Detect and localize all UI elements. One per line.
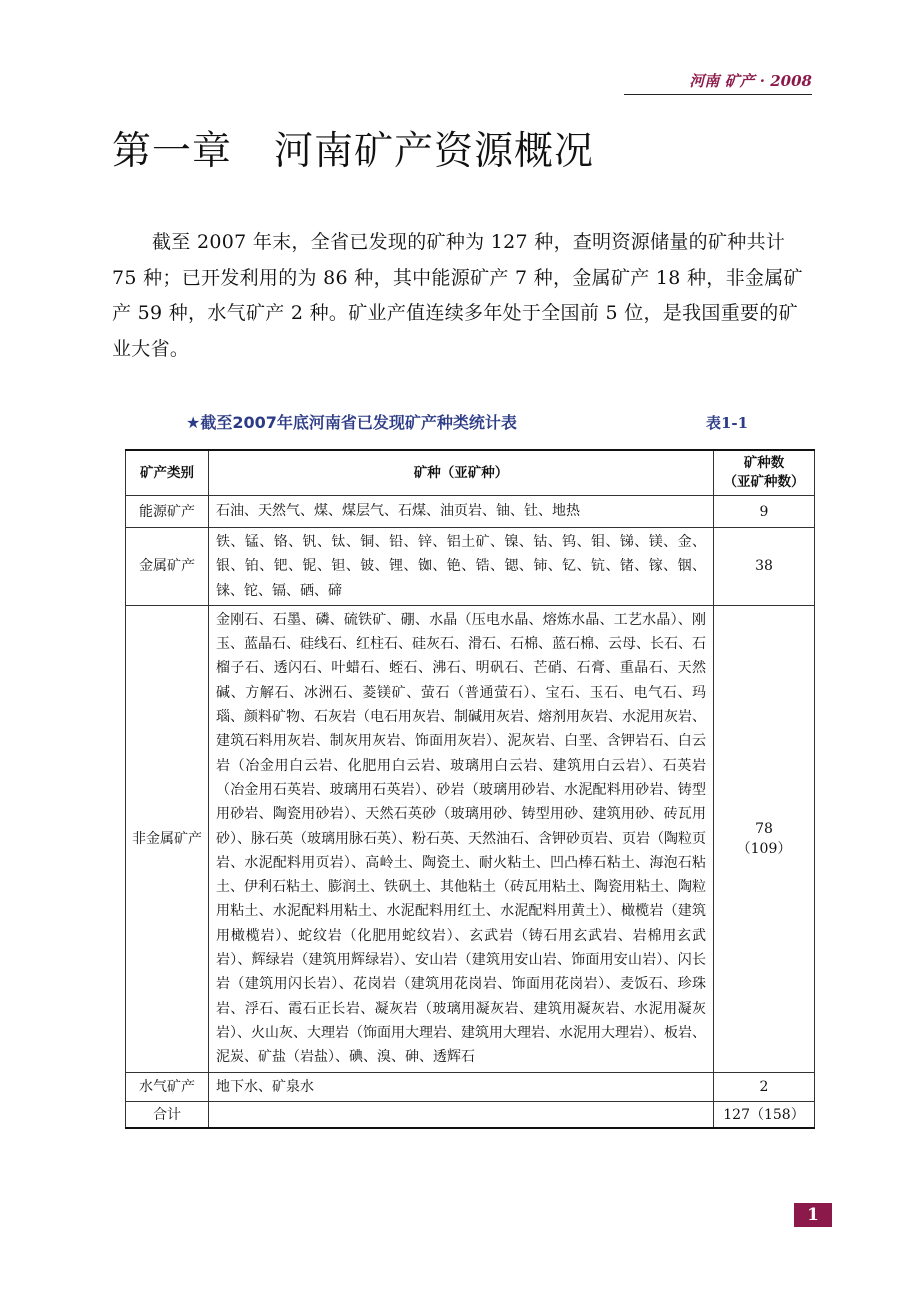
header-count-line1: 矿种数 <box>743 455 785 471</box>
table-caption: ★截至2007年底河南省已发现矿产种类统计表 <box>186 413 517 432</box>
intro-paragraph: 截至 2007 年末，全省已发现的矿种为 127 种，查明资源储量的矿种共计 75 种；已开发利用的为 86 种，其中能源矿产 7 种，金属矿产 18 种，非金属矿产 59 种，水气矿产 2 种。矿业产值连续多年处于全国前 5 位，是我国重要的矿业大省。 <box>112 231 803 360</box>
chapter-title <box>112 120 594 176</box>
row-minerals <box>209 1101 714 1128</box>
row-minerals: 铁、锰、铬、钒、钛、铜、铅、锌、铝土矿、镍、钴、钨、钼、锑、镁、金、银、铂、钯、铌、钽、铍、锂、铷、铯、锆、锶、铈、钇、钪、锗、镓、铟、铼、铊、镉、硒、碲 <box>209 528 714 606</box>
row-minerals: 石油、天然气、煤、煤层气、石煤、油页岩、铀、钍、地热 <box>209 496 714 528</box>
chapter-name: 河南矿产资源概况 <box>274 129 595 174</box>
row-minerals: 地下水、矿泉水 <box>209 1072 714 1101</box>
row-count-value: 78 <box>755 820 773 837</box>
row-category: 能源矿产 <box>126 496 209 528</box>
row-count: 38 <box>714 528 815 606</box>
row-count: 9 <box>714 496 815 528</box>
row-minerals: 金刚石、石墨、磷、硫铁矿、硼、水晶（压电水晶、熔炼水晶、工艺水晶）、刚玉、蓝晶石、硅线石、红柱石、硅灰石、滑石、石棉、蓝石棉、云母、长石、石榴子石、透闪石、叶蜡石、蛭石、沸石、明矾石、芒硝、石膏、重晶石、天然碱、方解石、冰洲石、菱镁矿、萤石（普通萤石）、宝石、玉石、电气石、玛瑙、颜料矿物、石灰岩（电石用灰岩、制碱用灰岩、熔剂用灰岩、水泥用灰岩、建筑石料用灰岩、制灰用灰岩、饰面用灰岩）、泥灰岩、白垩、含钾岩石、白云岩（冶金用白云岩、化肥用白云岩、玻璃用白云岩、建筑用白云岩）、石英岩（冶金用石英岩、玻璃用石英岩）、砂岩（玻璃用砂岩、水泥配料用砂岩、铸型用砂岩、陶瓷用砂岩）、天然石英砂（玻璃用砂、铸型用砂、建筑用砂、砖瓦用砂）、脉石英（玻璃用脉石英）、粉石英、天然油石、含钾砂页岩、页岩（陶粒页岩、水泥配料用页岩）、高岭土、陶瓷土、耐火粘土、凹凸棒石粘土、海泡石粘土、伊利石粘土、膨润土、铁矾土、其他粘土（砖瓦用粘土、陶瓷用粘土、陶粒用粘土、水泥配料用粘土、水泥配料用红土、水泥配料用黄土）、橄榄岩（建筑用橄榄岩）、蛇纹岩（化肥用蛇纹岩）、玄武岩（铸石用玄武岩、岩棉用玄武岩）、辉绿岩（建筑用辉绿岩）、安山岩（建筑用安山岩、饰面用安山岩）、闪长岩（建筑用闪长岩）、花岗岩（建筑用花岗岩、饰面用花岗岩）、麦饭石、珍珠岩、浮石、霞石正长岩、凝灰岩（玻璃用凝灰岩、建筑用凝灰岩、水泥用凝灰岩）、火山灰、大理岩（饰面用大理岩、建筑用大理岩、水泥用大理岩）、板岩、泥炭、矿盐（岩盐）、碘、溴、砷、透辉石 <box>209 605 714 1072</box>
table-row <box>126 496 815 528</box>
table-row <box>126 1072 815 1101</box>
row-sub-count: （109） <box>736 840 792 857</box>
header-minerals: 矿种（亚矿种） <box>209 450 714 496</box>
row-count: 127（158） <box>714 1101 815 1128</box>
row-category: 水气矿产 <box>126 1072 209 1101</box>
table-header-row <box>126 450 815 496</box>
table-row <box>126 528 815 606</box>
table-number: 表1-1 <box>706 414 749 432</box>
row-count <box>714 605 815 1072</box>
header-count-line2: （亚矿种数） <box>723 474 805 490</box>
header-category: 矿产类别 <box>126 450 209 496</box>
page-number-badge: 1 <box>794 1203 832 1227</box>
running-header: 河南 矿产 · 2008 <box>624 70 812 95</box>
row-category: 金属矿产 <box>126 528 209 606</box>
mineral-table <box>125 449 815 1129</box>
chapter-number: 第一章 <box>112 129 233 174</box>
header-count <box>714 450 815 496</box>
table-row-total <box>126 1101 815 1128</box>
row-count: 2 <box>714 1072 815 1101</box>
row-category: 非金属矿产 <box>126 605 209 1072</box>
row-category: 合计 <box>126 1101 209 1128</box>
table-row <box>126 605 815 1072</box>
